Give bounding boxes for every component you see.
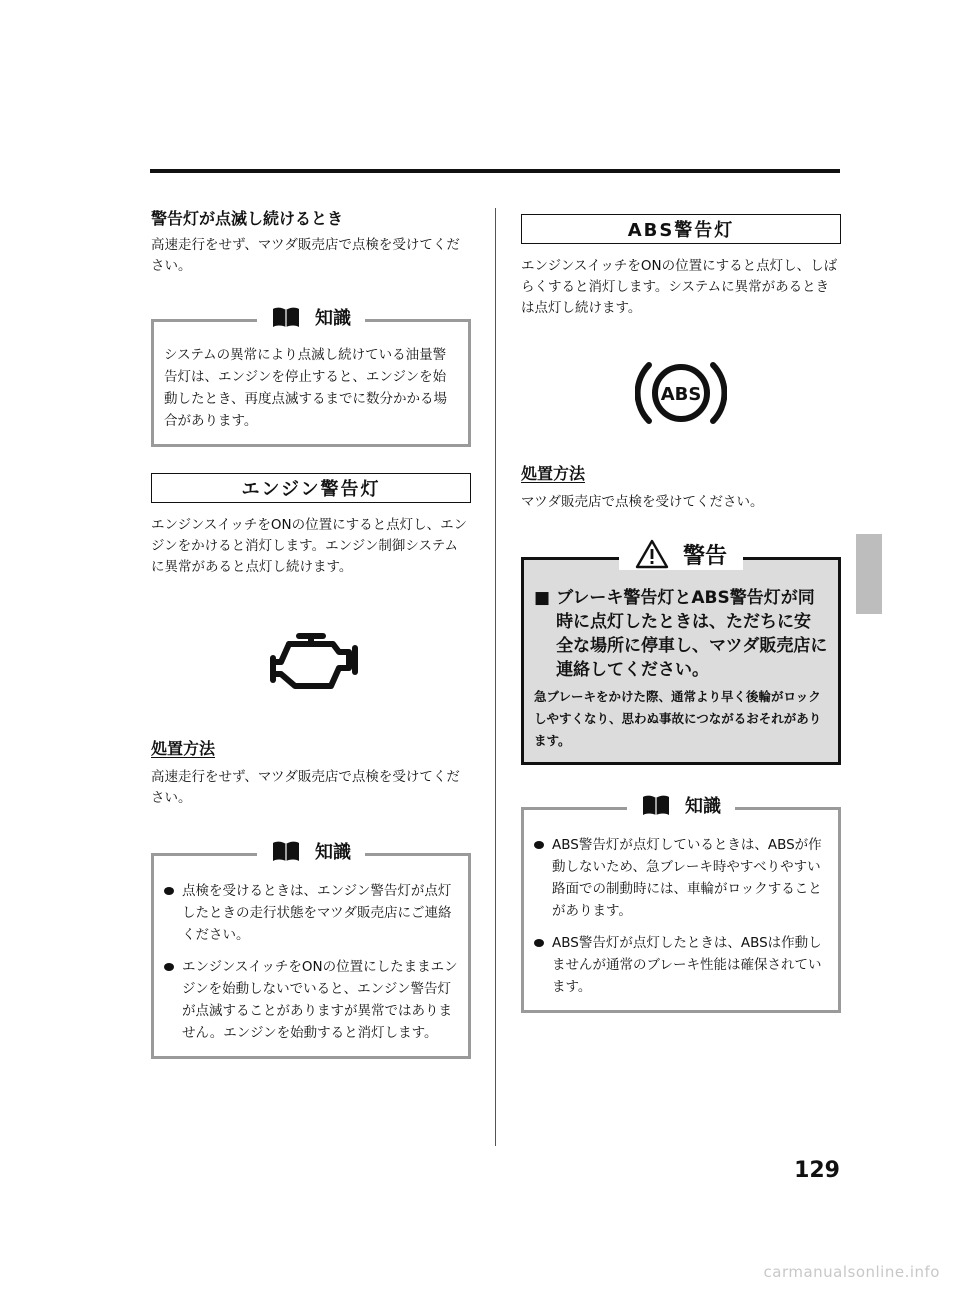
warning-box xyxy=(521,543,841,765)
warning-detail-text: 急ブレーキをかけた際、通常より早く後輪がロックしやすくなり、思わぬ事故につながるおそれがあります。 xyxy=(534,689,822,748)
engine-text: エンジンスイッチをONの位置にすると点灯し、エンジンをかけると消灯します。エンジン制御システムに異常があると点灯し続けます。 xyxy=(151,517,468,575)
knowledge-box-1 xyxy=(151,308,471,447)
bullet-text: 点検を受けるときは、エンジン警告灯が点灯したときの走行状態をマツダ販売店にご連絡ください。 xyxy=(182,883,452,943)
knowledge-box-3 xyxy=(521,796,841,1013)
knowledge-text: システムの異常により点滅し続けている油量警告灯は、エンジンを停止すると、エンジンを始動したとき、再度点滅するまでに数分かかる場合があります。 xyxy=(164,347,447,429)
book-icon xyxy=(641,793,671,817)
knowledge-title: 知識 xyxy=(315,842,351,863)
column-divider xyxy=(495,208,496,1146)
bullet-icon xyxy=(164,963,174,971)
warning-strong-text: ブレーキ警告灯とABS警告灯が同時に点灯したときは、ただちに安全な場所に停車し、マツダ販売店に連絡してください。 xyxy=(556,588,828,680)
remedy-heading-right: 処置方法 xyxy=(521,464,586,483)
bullet-icon xyxy=(534,841,544,849)
watermark: carmanualsonline.info xyxy=(763,1263,940,1281)
engine-section-title: エンジン警告灯 xyxy=(151,473,471,503)
warning-triangle-icon xyxy=(635,538,669,570)
bullet-icon xyxy=(164,887,174,895)
list-item xyxy=(164,956,458,1044)
knowledge-title: 知識 xyxy=(315,308,351,329)
warning-title: 警告 xyxy=(682,543,727,569)
abs-icon-label: ABS xyxy=(660,384,702,405)
abs-section-title: ABS警告灯 xyxy=(521,214,841,244)
top-rule xyxy=(150,169,840,173)
list-item xyxy=(164,880,458,946)
remedy-text-right: マツダ販売店で点検を受けてください。 xyxy=(521,494,764,510)
section-tab xyxy=(856,534,882,614)
bullet-text: ABS警告灯が点灯したときは、ABSは作動しませんが通常のブレーキ性能は確保されています。 xyxy=(552,935,822,995)
list-item xyxy=(534,932,828,998)
abs-text: エンジンスイッチをONの位置にすると点灯し、しばらくすると消灯します。システムに異常があるときは点灯し続けます。 xyxy=(521,258,838,316)
bullet-text: エンジンスイッチをONの位置にしたままエンジンを始動しないでいると、エンジン警告灯が点滅することがありますが異常ではありません。エンジンを始動すると消灯します。 xyxy=(182,959,458,1041)
blink-text: 高速走行をせず、マツダ販売店で点検を受けてください。 xyxy=(151,237,460,274)
left-column xyxy=(151,206,471,1059)
remedy-heading-left: 処置方法 xyxy=(151,739,216,758)
book-icon xyxy=(271,839,301,863)
remedy-text-left: 高速走行をせず、マツダ販売店で点検を受けてください。 xyxy=(151,769,460,806)
book-icon xyxy=(271,305,301,329)
knowledge-box-2 xyxy=(151,842,471,1059)
blink-heading: 警告灯が点滅し続けるとき xyxy=(151,209,344,228)
page-number: 129 xyxy=(794,1158,840,1183)
right-column xyxy=(521,214,841,1013)
warning-mark: ■ xyxy=(534,588,551,608)
knowledge-title: 知識 xyxy=(685,796,721,817)
check-engine-icon xyxy=(261,630,361,692)
bullet-icon xyxy=(534,939,544,947)
bullet-text: ABS警告灯が点灯しているときは、ABSが作動しないため、急ブレーキ時やすべりやすい路面での制動時には、車輪がロックすることがあります。 xyxy=(552,837,822,919)
abs-warning-icon xyxy=(635,355,727,431)
list-item xyxy=(534,834,828,922)
